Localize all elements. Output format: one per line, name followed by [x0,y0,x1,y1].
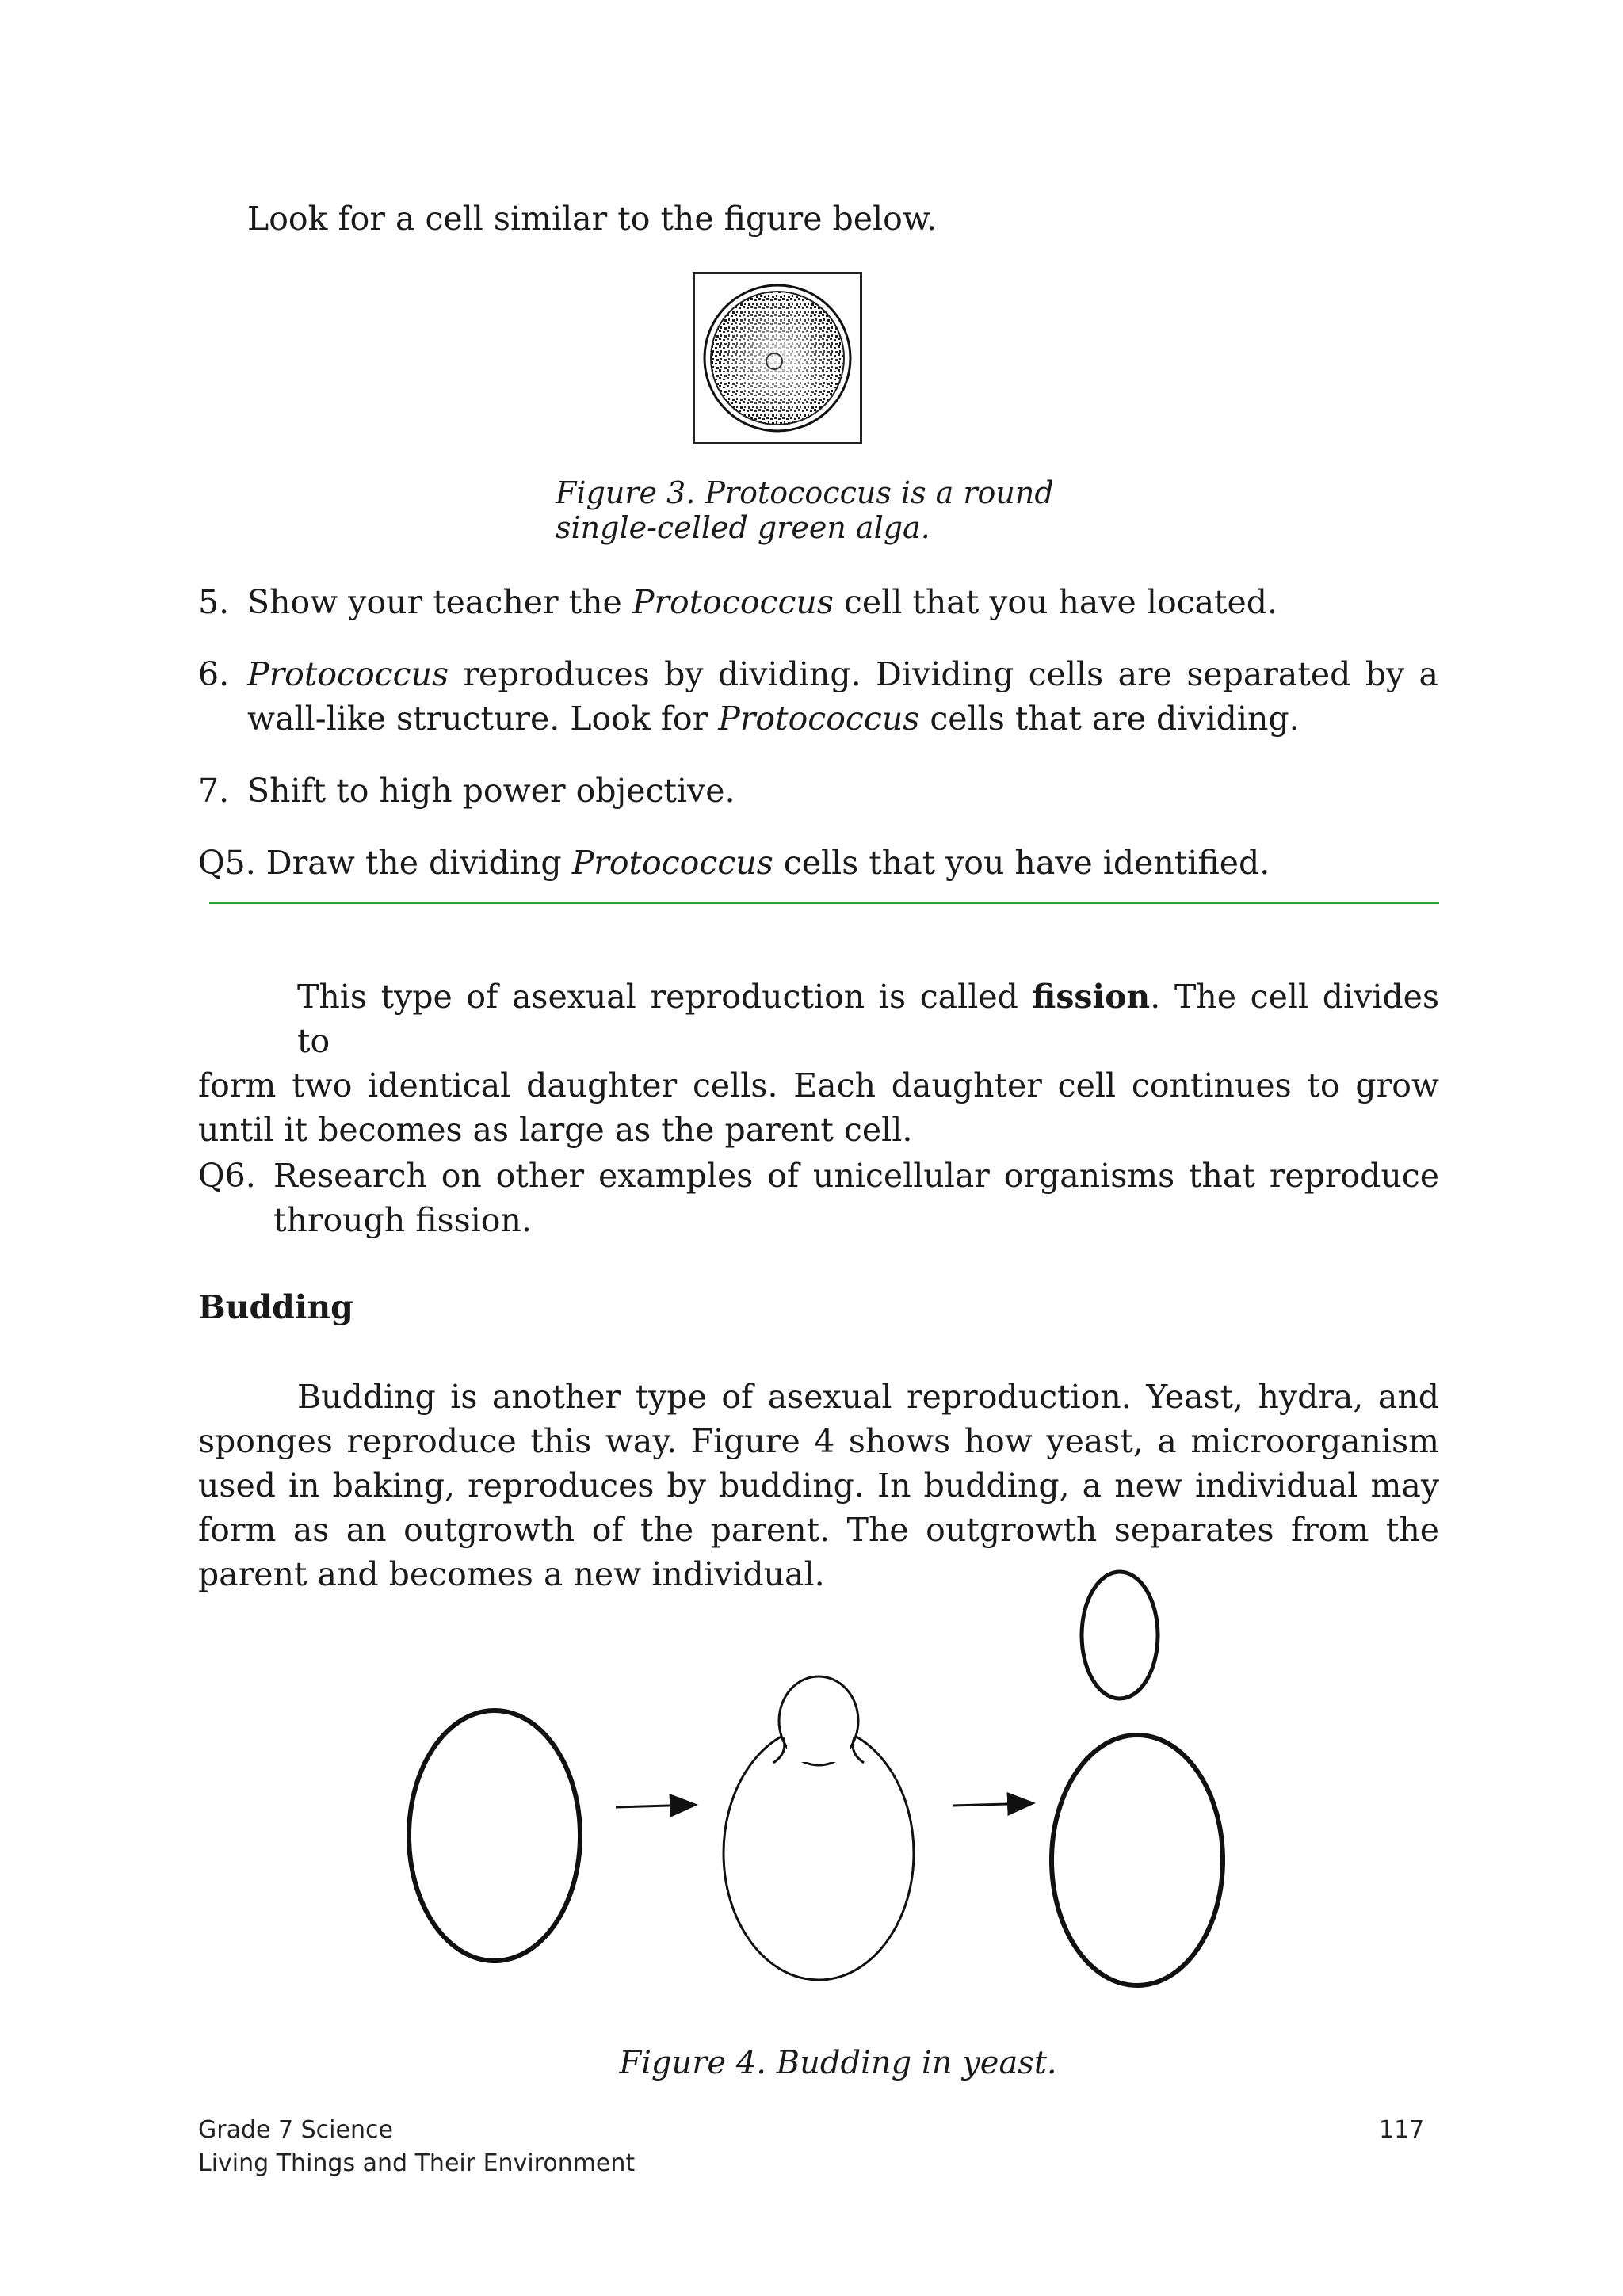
budding-line-5: parent and becomes a new individual. [198,1555,825,1593]
budding-line-2: sponges reproduce this way. Figure 4 shows how yeast, a microorganism [198,1422,1439,1460]
step-6-organism-1: Protococcus [247,655,449,693]
figure-3-caption-line-2: single-celled green alga. [556,510,930,545]
question-5-organism: Protococcus [571,844,773,882]
step-6-line-2-a: wall-like structure. Look for [247,700,719,738]
step-7-number: 7. [198,772,230,810]
parent-after-separation [1052,1735,1223,1985]
separated-bud [1082,1572,1158,1699]
fission-paragraph [198,974,1439,1152]
figure-3-image [693,272,862,444]
fission-line-3: until it becomes as large as the parent cell. [198,1111,913,1149]
question-6-number: Q6. [198,1157,256,1195]
step-6-number: 6. [198,655,230,693]
figure-4-caption: Figure 4. Budding in yeast. [619,2045,1057,2081]
fission-line-2: form two identical daughter cells. Each daughter cell continues to grow [198,1066,1439,1104]
step-7 [198,769,1442,813]
intro-text: Look for a cell similar to the figure below. [247,200,938,238]
step-6-line-1: reproduces by dividing. Dividing cells are separated by a [449,655,1438,693]
budding-line-1: Budding is another type of asexual reproduction. Yeast, hydra, and [297,1378,1439,1416]
arrow-1-icon [616,1805,696,1807]
budding-line-3: used in baking, reproduces by budding. In budding, a new individual may [198,1466,1439,1505]
question-6 [198,1154,1439,1242]
step-6 [198,652,1438,741]
question-5-number: Q5. [198,844,256,882]
question-5 [198,841,1442,885]
arrow-2-icon [953,1803,1033,1806]
figure-3-caption-line-1: Figure 3. Protococcus is a round [556,475,1054,510]
step-5-text-b: cell that you have located. [833,583,1278,621]
fission-line-1-a: This type of asexual reproduction is called [297,978,1033,1016]
step-5 [198,580,1442,624]
step-5-number: 5. [198,583,230,621]
footer-unit-title: Living Things and Their Environment [198,2149,636,2177]
parent-yeast-cell [409,1711,580,1961]
budding-line-4: form as an outgrowth of the parent. The outgrowth separates from the [198,1511,1439,1549]
page-number: 117 [1379,2116,1425,2144]
step-6-line-2-b: cells that are dividing. [919,700,1300,738]
protococcus-cell-illustration [695,274,860,442]
budding-heading: Budding [198,1288,353,1326]
figure-4-budding-diagram [380,1553,1268,2028]
step-6-organism-2: Protococcus [718,700,920,738]
question-5-text-a: Draw the dividing [265,844,572,882]
answer-divider-line [209,902,1439,904]
fission-line-1-b: . The cell divides to [297,978,1439,1060]
step-7-text: Shift to high power objective. [247,772,735,810]
footer-course-title: Grade 7 Science [198,2116,393,2144]
question-6-line-1: Research on other examples of unicellular organisms that reproduce [273,1157,1439,1195]
fission-term: fission [1032,978,1151,1016]
question-5-text-b: cells that you have identified. [773,844,1270,882]
step-5-organism: Protococcus [632,583,834,621]
question-6-line-2: through fission. [273,1201,532,1239]
step-5-text-a: Show your teacher the [247,583,632,621]
